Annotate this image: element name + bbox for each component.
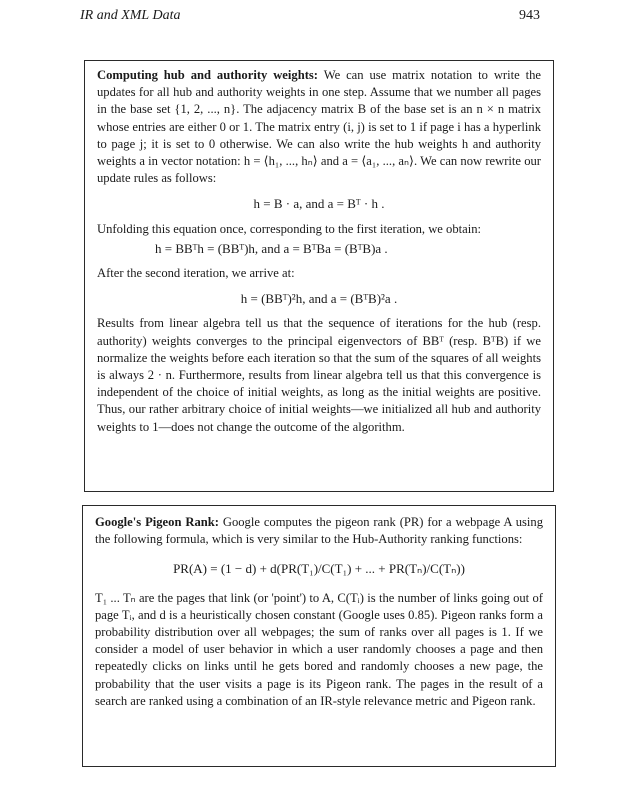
running-title: IR and XML Data: [80, 8, 181, 23]
pigeon-rank-formula: PR(A) = (1 − d) + d(PR(T₁)/C(T₁) + ... + PR(Tₙ)/C(Tₙ)): [173, 561, 465, 577]
pigeon-rank-explanation: T₁ ... Tₙ are the pages that link (or 'point') to A, C(Tᵢ) is the number of links going out of page Tᵢ, and d is a heuristically chosen constant (Google uses 0.85). Pigeon ranks form a probability distribution over all webpages; the sum of ranks over all pages is 1. If we consider a model of user behavior in which a user randomly chooses a page and then repeatedly clicks on links until he gets bored and randomly chooses a new page, the probability that the user visits a page is its Pigeon rank. The pages in the result of a search are ranked using a combination of an IR-style relevance metric and Pigeon rank.: [95, 590, 543, 708]
first-iteration-equation: h = BBᵀh = (BBᵀ)h, and a = BᵀBa = (BᵀB)a .: [155, 240, 388, 256]
convergence-paragraph: Results from linear algebra tell us that the sequence of iterations for the hub (resp. authority) weights converges to the principal eigenvectors of BBᵀ (resp. BᵀB) if we normalize the weights before each iteration so that the sum of the squares of all weights is always 2 · n. Furthermore, results from linear algebra tell us that this convergence is independent of the choice of initial weights, as long as the initial weights are positive. Thus, our rather arbitrary choice of initial weights—we initialized all hub and authority weights to 1—does not change the outcome of the algorithm.: [97, 316, 541, 434]
hub-authority-intro-paragraph: [97, 67, 541, 187]
pigeon-rank-box: [82, 505, 556, 767]
update-rule-equation: h = B · a, and a = Bᵀ · h .: [253, 196, 385, 212]
hub-authority-intro: We can use matrix notation to write the updates for all hub and authority weights in one step. Assume that we number all pages in the base set {1, 2, ..., n}. The adjacency matrix B of the base set is an n × n matrix whose entries are either 0 or 1. The matrix entry (i, j) is set to 1 if page i has a hyperlink to page j; it is set to 0 otherwise. We can also write the hub weights h and authority weights a in vector notation: h = ⟨h₁, ..., hₙ⟩ and a = ⟨a₁, ..., aₙ⟩. We can now rewrite our update rules as follows:: [97, 68, 541, 186]
page-header: [80, 8, 540, 30]
pigeon-rank-content: [95, 514, 543, 710]
hub-authority-box: [84, 60, 554, 492]
second-iteration-equation: h = (BBᵀ)²h, and a = (BᵀB)²a .: [240, 291, 398, 307]
pigeon-rank-intro-paragraph: [95, 514, 543, 548]
pigeon-rank-title: Google's Pigeon Rank:: [95, 515, 219, 529]
pigeon-rank-intro: Google computes the pigeon rank (PR) for a webpage A using the following formula, which is very similar to the Hub-Authority ranking functions:: [95, 515, 543, 547]
second-iteration-text: After the second iteration, we arrive at:: [97, 266, 295, 281]
hub-authority-content: [97, 67, 541, 436]
page-number: 943: [519, 8, 540, 23]
unfold-text: Unfolding this equation once, corresponding to the first iteration, we obtain:: [97, 221, 482, 236]
hub-authority-title: Computing hub and authority weights:: [97, 68, 318, 82]
